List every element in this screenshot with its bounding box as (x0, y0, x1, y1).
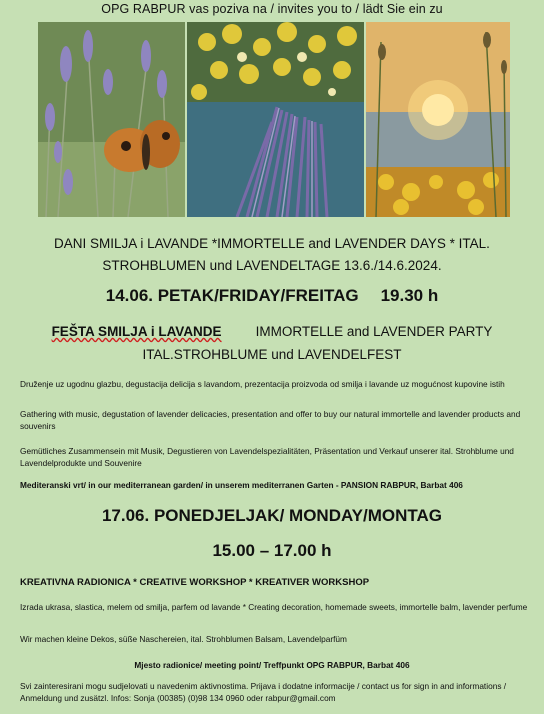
party-title (0, 320, 544, 366)
party-title-de: ITAL.STROHBLUME und LAVENDELFEST (142, 347, 402, 362)
party-description-en: Gathering with music, degustation of lavender delicacies, presentation and offer to buy our natural immortelle and lavender products and souvenirs (20, 409, 521, 431)
party-description-de: Gemütliches Zusammensein mit Musik, Degustieren von Lavendelspezialitäten, Präsentation und Verkauf unserer ital. Strohblume und Lavendelprodukte und Souvenire (20, 446, 514, 468)
day2-date: 17.06. PONEDJELJAK/ MONDAY/MONTAG (101, 506, 443, 525)
event-title-line1: DANI SMILJA i LAVANDE *IMMORTELLE and LAVENDER DAYS * ITAL. (54, 236, 490, 251)
day1-time: 19.30 h (380, 286, 439, 305)
invitation-line: OPG RABPUR vas poziva na / invites you to / lädt Sie ein zu (101, 2, 443, 16)
sunset-sea-photo (366, 22, 510, 217)
party-title-hr: FEŠTA SMILJA i LAVANDE (51, 324, 222, 339)
lavender-butterfly-photo (38, 22, 185, 217)
day2-time: 15.00 – 17.00 h (212, 541, 332, 560)
party-description-hr: Druženje uz ugodnu glazbu, degustacija delicija s lavandom, prezentacija proizvoda od smilja i lavande uz mogućnost kupovine istih (20, 379, 505, 389)
event-title (0, 233, 544, 277)
workshop-description-de: Wir machen kleine Dekos, süße Naschereien, ital. Strohblumen Balsam, Lavendelparfüm (20, 634, 347, 644)
party-location: Mediteranski vrt/ in our mediterranean garden/ in unserem mediterranen Garten - PANSION RABPUR, Barbat 406 (20, 480, 463, 490)
immortelle-lavender-bunches-photo (187, 22, 364, 217)
party-title-en: IMMORTELLE and LAVENDER PARTY (255, 324, 493, 339)
contact-info: Svi zainteresirani mogu sudjelovati u navedenim aktivnostima. Prijava i dodatne informacije / contact us for sign in and informations / Anmeldung und zusätzl. Infos: Sonja (00385) (0)98 134 0960 oder rabpur@gmail.com (20, 681, 507, 703)
day1-date: 14.06. PETAK/FRIDAY/FREITAG (105, 286, 359, 305)
day1-heading (0, 286, 544, 306)
event-title-line2: STROHBLUMEN und LAVENDELTAGE 13.6./14.6.2024. (102, 258, 442, 273)
meeting-point: Mjesto radionice/ meeting point/ Treffpunkt OPG RABPUR, Barbat 406 (134, 660, 410, 670)
workshop-title: KREATIVNA RADIONICA * CREATIVE WORKSHOP * KREATIVER WORKSHOP (20, 577, 370, 588)
workshop-description-hr-en: Izrada ukrasa, slastica, melem od smilja, parfem od lavande * Creating decoration, homemade sweets, immortelle balm, lavender perfume (20, 602, 528, 612)
